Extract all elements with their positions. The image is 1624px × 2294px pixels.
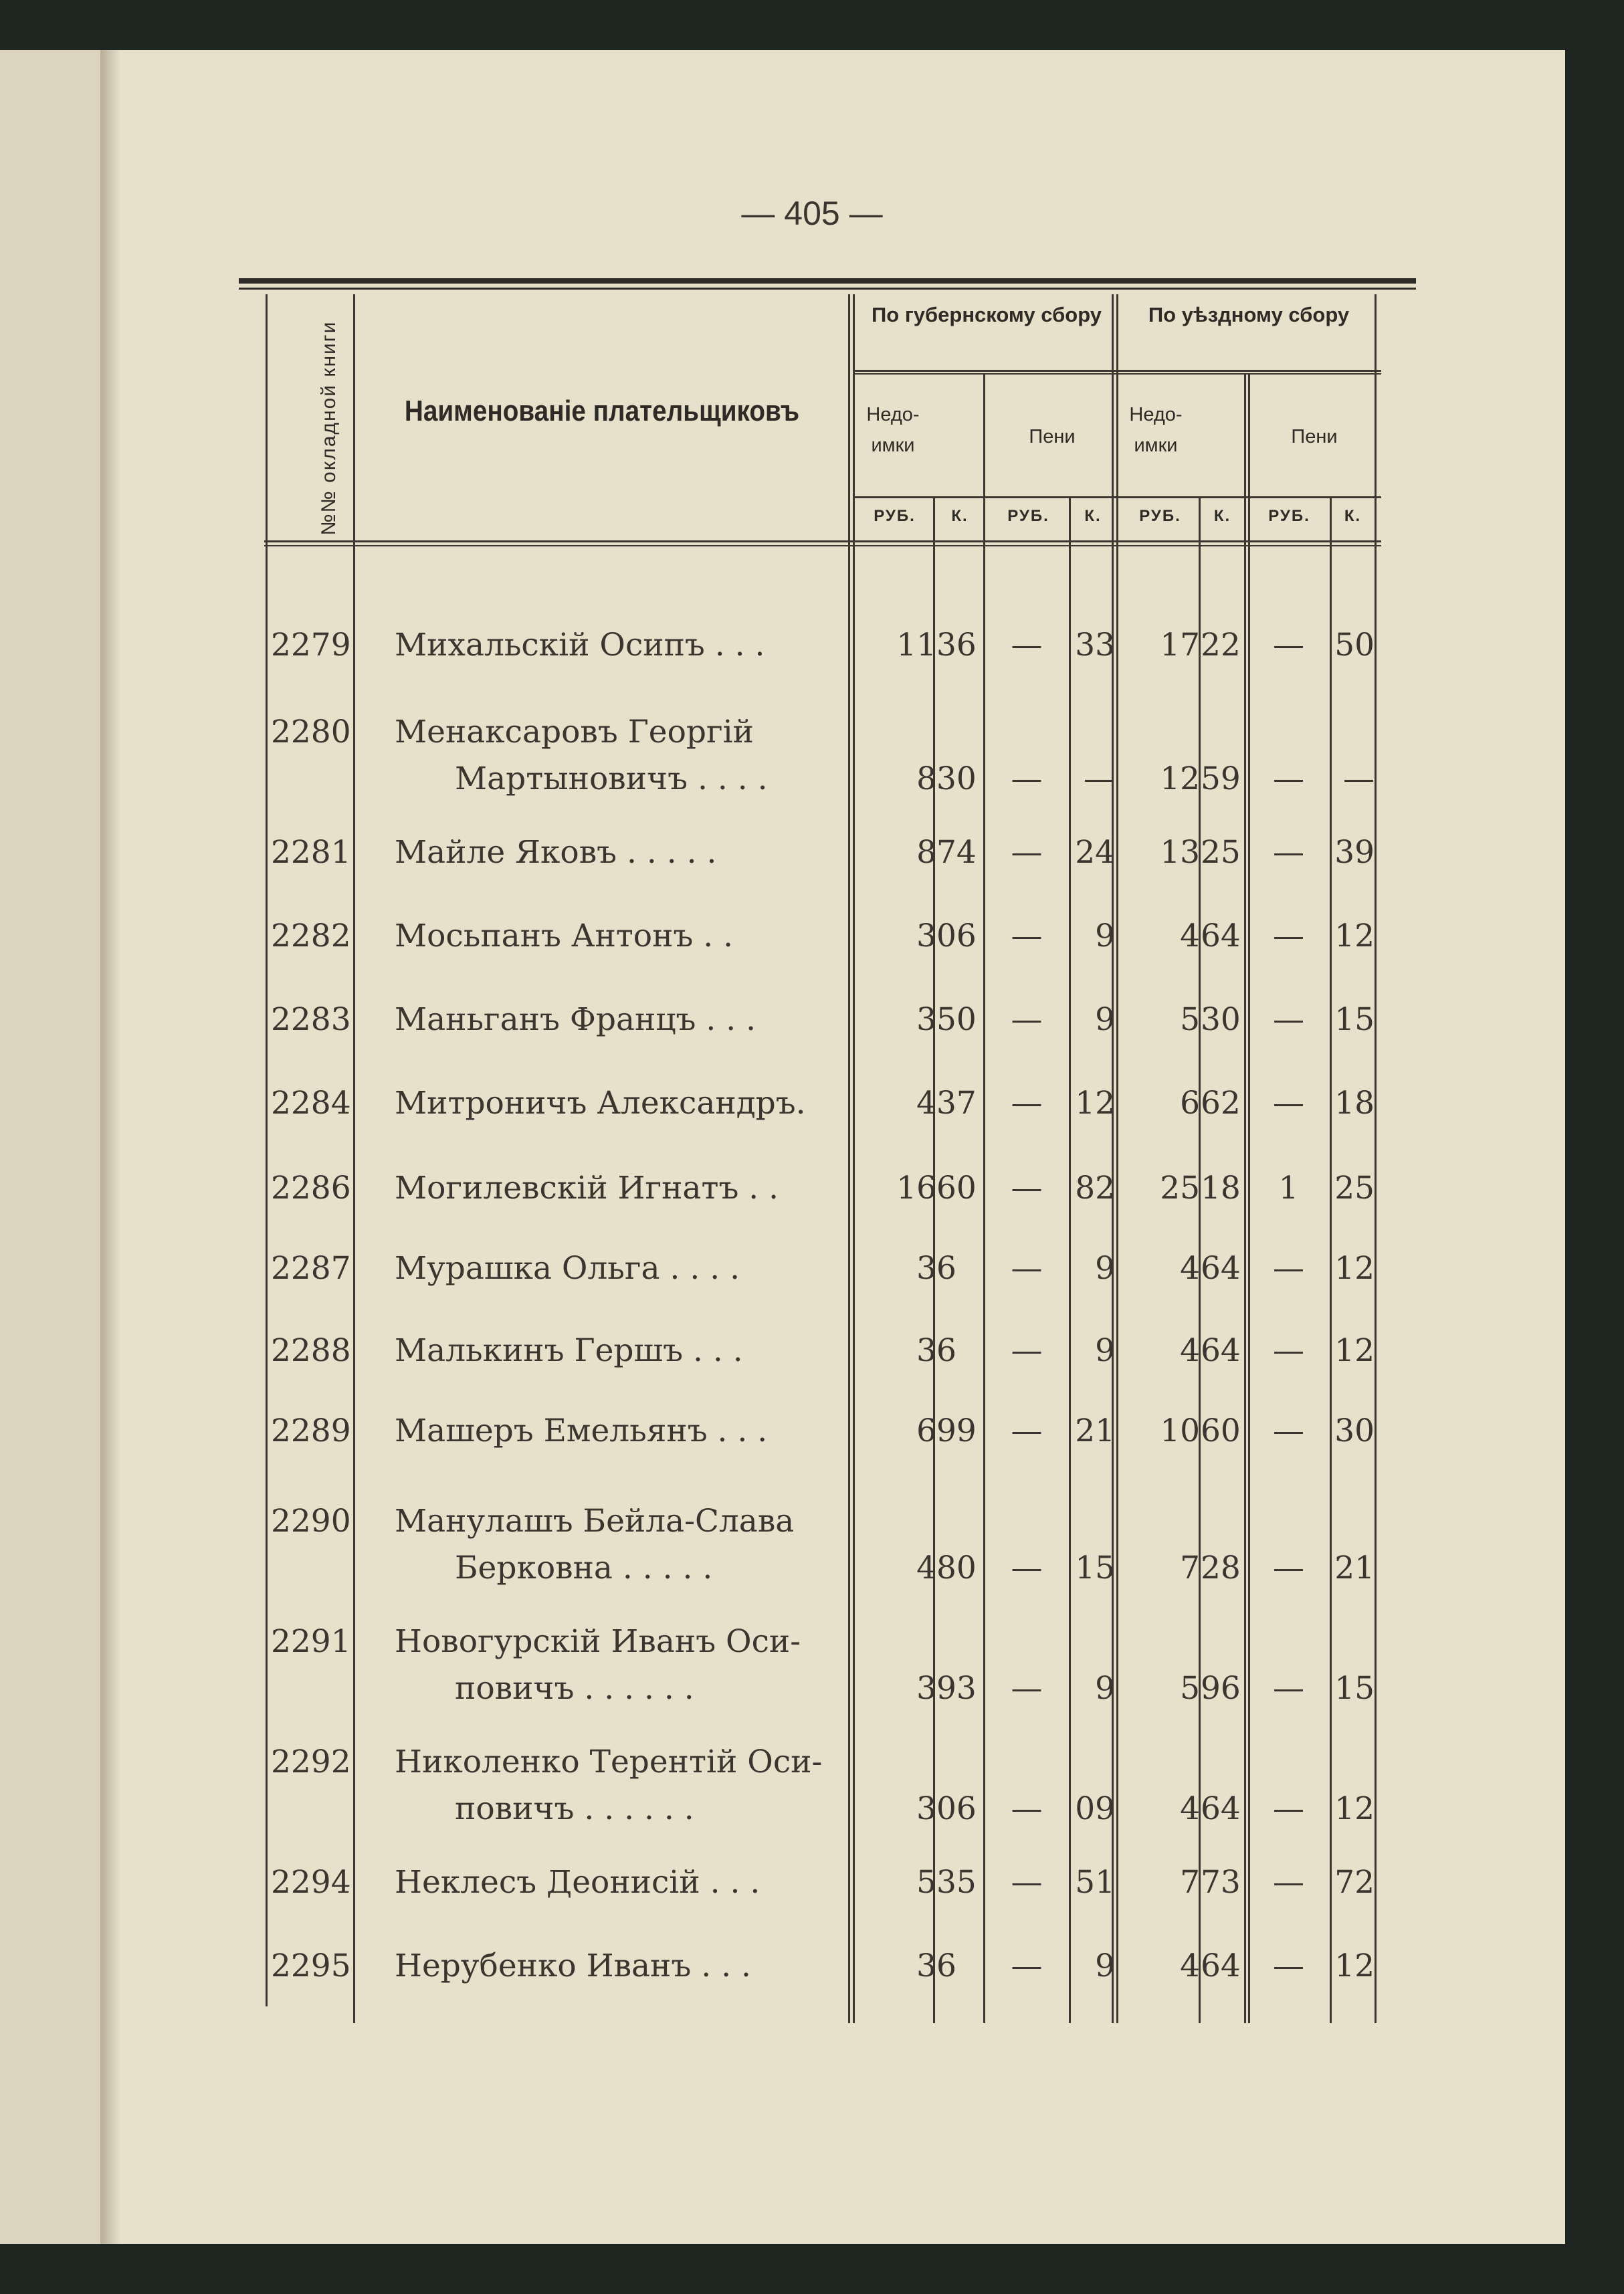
payer-name-continued: Мартыновичъ . . . . — [455, 760, 768, 797]
payer-name: Неклесъ Деонисій . . . — [395, 1864, 760, 1901]
prov-penalty-rub: — — [1011, 1085, 1043, 1122]
dist-penalty-rub: — — [1273, 1790, 1304, 1827]
dist-penalty-kop: 15 — [1334, 1670, 1375, 1707]
prov-penalty-rub: — — [1011, 834, 1043, 871]
prov-penalty-kop: 9 — [1095, 1948, 1115, 1984]
book-number: 2294 — [271, 1864, 351, 1901]
book-number: 2287 — [271, 1250, 351, 1287]
prov-arrears-kop: 35 — [936, 1864, 977, 1901]
payer-name: Николенко Терентій Оси- — [395, 1744, 823, 1780]
dist-penalty-rub: — — [1273, 627, 1304, 663]
table-row — [0, 1619, 1624, 1712]
dist-penalty-rub: — — [1273, 1001, 1304, 1038]
dist-arrears-kop: 22 — [1201, 627, 1241, 663]
dist-arrears-kop: 60 — [1201, 1413, 1241, 1449]
prov-arrears-kop: 50 — [936, 1001, 977, 1038]
payer-name: Маньганъ Францъ . . . — [395, 1001, 756, 1038]
prov-arrears-kop: 30 — [936, 760, 977, 797]
payer-name: Митроничъ Александръ. — [395, 1085, 806, 1122]
dist-penalty-rub: — — [1273, 760, 1304, 797]
book-number: 2289 — [271, 1413, 351, 1449]
dist-arrears-kop: 64 — [1201, 1790, 1241, 1827]
payer-name-continued: повичъ . . . . . . — [455, 1790, 694, 1827]
unit-rub: РУБ. — [1007, 507, 1049, 525]
dist-arrears-kop: 18 — [1201, 1170, 1241, 1207]
dist-penalty-rub: — — [1273, 1948, 1304, 1984]
table-row — [0, 1080, 1624, 1127]
dist-penalty-kop: 12 — [1334, 1948, 1375, 1984]
payer-name: Могилевскій Игнатъ . . — [395, 1170, 779, 1207]
dist-arrears-rub: 6 — [1180, 1085, 1200, 1122]
payer-name: Мосьпанъ Антонъ . . — [395, 918, 734, 954]
dist-arrears-rub: 4 — [1180, 1790, 1200, 1827]
table-row — [0, 1859, 1624, 1906]
prov-penalty-rub: — — [1011, 918, 1043, 954]
prov-penalty-rub: — — [1011, 627, 1043, 663]
prov-arrears-rub: 3 — [916, 1670, 936, 1707]
prov-arrears-kop: 60 — [936, 1170, 977, 1207]
prov-arrears-kop: 36 — [936, 627, 977, 663]
dist-arrears-rub: 17 — [1160, 627, 1200, 663]
dist-penalty-kop: 18 — [1334, 1085, 1375, 1122]
prov-arrears-rub: 3 — [916, 1250, 936, 1287]
prov-penalty-rub: — — [1011, 1413, 1043, 1449]
dist-arrears-kop: 28 — [1201, 1550, 1241, 1586]
prov-arrears-kop: 99 — [936, 1413, 977, 1449]
prov-penalty-kop: 82 — [1075, 1170, 1115, 1207]
payer-name-continued: повичъ . . . . . . — [455, 1670, 694, 1707]
dist-arrears-kop: 64 — [1201, 1332, 1241, 1369]
dist-arrears-kop: 64 — [1201, 1250, 1241, 1287]
header-district-levy: По уѣздному сбору — [1148, 303, 1350, 326]
prov-penalty-kop: 24 — [1075, 834, 1115, 871]
dist-penalty-rub: — — [1273, 1670, 1304, 1707]
dist-penalty-kop: 21 — [1334, 1550, 1375, 1586]
prov-penalty-kop: — — [1084, 760, 1115, 797]
dist-arrears-kop: 96 — [1201, 1670, 1241, 1707]
table-top-rule — [239, 278, 1416, 284]
prov-arrears-rub: 16 — [896, 1170, 936, 1207]
dist-arrears-rub: 4 — [1180, 1250, 1200, 1287]
book-number: 2283 — [271, 1001, 351, 1038]
book-number: 2291 — [271, 1623, 351, 1660]
prov-penalty-kop: 9 — [1095, 1001, 1115, 1038]
book-number: 2279 — [271, 627, 351, 663]
header-payer-name: Наименованіе плательщиковъ — [404, 395, 800, 427]
payer-name: Нерубенко Иванъ . . . — [395, 1948, 751, 1984]
prov-penalty-kop: 51 — [1075, 1864, 1115, 1901]
prov-arrears-kop: 6 — [936, 1948, 956, 1984]
book-number: 2281 — [271, 834, 351, 871]
dist-penalty-rub: — — [1273, 834, 1304, 871]
payer-name: Михальскій Осипъ . . . — [395, 627, 765, 663]
dist-arrears-kop: 62 — [1201, 1085, 1241, 1122]
book-number: 2288 — [271, 1332, 351, 1369]
prov-arrears-kop: 06 — [936, 918, 977, 954]
dist-arrears-kop: 64 — [1201, 1948, 1241, 1984]
dist-penalty-kop: — — [1343, 760, 1375, 797]
prov-penalty-rub: — — [1011, 1170, 1043, 1207]
dist-arrears-kop: 30 — [1201, 1001, 1241, 1038]
book-number: 2282 — [271, 918, 351, 954]
payer-name: Майле Яковъ . . . . . — [395, 834, 717, 871]
dist-penalty-rub: — — [1273, 1332, 1304, 1369]
unit-kop: К. — [1213, 507, 1231, 525]
prov-penalty-kop: 09 — [1075, 1790, 1115, 1827]
prov-arrears-kop: 80 — [936, 1550, 977, 1586]
dist-penalty-kop: 12 — [1334, 1250, 1375, 1287]
table-row — [0, 1943, 1624, 1990]
prov-penalty-rub: — — [1011, 1790, 1043, 1827]
prov-arrears-rub: 3 — [916, 1332, 936, 1369]
header-bottom-rule — [264, 540, 1381, 542]
table-row — [0, 622, 1624, 669]
page-gutter — [100, 50, 120, 2244]
prov-arrears-kop: 93 — [936, 1670, 977, 1707]
table-row — [0, 829, 1624, 876]
prov-penalty-rub: — — [1011, 1332, 1043, 1369]
prov-penalty-rub: — — [1011, 1948, 1043, 1984]
prov-arrears-kop: 37 — [936, 1085, 977, 1122]
prov-arrears-rub: 3 — [916, 1790, 936, 1827]
dist-penalty-kop: 50 — [1334, 627, 1375, 663]
table-row — [0, 1739, 1624, 1833]
prov-arrears-kop: 6 — [936, 1250, 956, 1287]
dist-arrears-rub: 13 — [1160, 834, 1200, 871]
header-dist-penalty: Пени — [1291, 426, 1338, 447]
header-prov-penalty: Пени — [1029, 426, 1076, 447]
header-prov-arrears: Недо-имки — [866, 404, 920, 456]
payer-name-continued: Берковна . . . . . — [455, 1550, 713, 1586]
dist-arrears-rub: 5 — [1180, 1670, 1200, 1707]
page-number: — 405 — — [741, 195, 883, 232]
prov-arrears-rub: 3 — [916, 1948, 936, 1984]
header-provincial-levy: По губернскому сбору — [872, 303, 1102, 326]
table-row — [0, 1328, 1624, 1374]
dist-penalty-kop: 39 — [1334, 834, 1375, 871]
dist-arrears-rub: 12 — [1160, 760, 1200, 797]
book-number: 2280 — [271, 714, 351, 750]
header-dist-arrears: Недо-имки — [1129, 404, 1183, 456]
prov-arrears-rub: 4 — [916, 1085, 936, 1122]
table-row — [0, 997, 1624, 1043]
payer-name: Машеръ Емельянъ . . . — [395, 1413, 768, 1449]
header-book-number: №№ окладной книги — [318, 320, 340, 536]
dist-penalty-rub: — — [1273, 918, 1304, 954]
dist-arrears-rub: 4 — [1180, 918, 1200, 954]
prov-penalty-kop: 21 — [1075, 1413, 1115, 1449]
table-row — [0, 913, 1624, 960]
unit-kop: К. — [951, 507, 969, 525]
table-top-rule-thin — [239, 288, 1416, 290]
prov-penalty-kop: 9 — [1095, 1332, 1115, 1369]
prov-penalty-kop: 9 — [1095, 1250, 1115, 1287]
prov-arrears-kop: 6 — [936, 1332, 956, 1369]
dist-arrears-kop: 25 — [1201, 834, 1241, 871]
table-row — [0, 1165, 1624, 1212]
table-row — [0, 1245, 1624, 1292]
prov-penalty-rub: — — [1011, 1864, 1043, 1901]
prov-arrears-kop: 06 — [936, 1790, 977, 1827]
table-row — [0, 1408, 1624, 1455]
dist-arrears-rub: 25 — [1160, 1170, 1200, 1207]
prov-penalty-kop: 33 — [1075, 627, 1115, 663]
book-number: 2286 — [271, 1170, 351, 1207]
unit-rub: РУБ. — [874, 507, 916, 525]
prov-penalty-rub: — — [1011, 1550, 1043, 1586]
dist-penalty-kop: 25 — [1334, 1170, 1375, 1207]
dist-penalty-kop: 72 — [1334, 1864, 1375, 1901]
dist-arrears-kop: 64 — [1201, 918, 1241, 954]
prov-arrears-rub: 3 — [916, 918, 936, 954]
dist-arrears-kop: 59 — [1201, 760, 1241, 797]
dist-penalty-kop: 12 — [1334, 1332, 1375, 1369]
book-number: 2292 — [271, 1744, 351, 1780]
dist-penalty-rub: 1 — [1278, 1170, 1299, 1207]
header-bottom-rule — [264, 545, 1381, 546]
book-number: 2295 — [271, 1948, 351, 1984]
prov-arrears-rub: 3 — [916, 1001, 936, 1038]
dist-arrears-rub: 4 — [1180, 1332, 1200, 1369]
dist-penalty-rub: — — [1273, 1864, 1304, 1901]
dist-penalty-rub: — — [1273, 1250, 1304, 1287]
book-number: 2290 — [271, 1503, 351, 1540]
book-number: 2284 — [271, 1085, 351, 1122]
prov-penalty-rub: — — [1011, 1250, 1043, 1287]
facing-page-edge — [0, 50, 114, 2244]
unit-rub: РУБ. — [1139, 507, 1181, 525]
dist-arrears-kop: 73 — [1201, 1864, 1241, 1901]
payer-name: Манулашъ Бейла-Слава — [395, 1503, 795, 1540]
prov-penalty-rub: — — [1011, 1670, 1043, 1707]
payer-name: Менаксаровъ Георгій — [395, 714, 754, 750]
prov-penalty-kop: 12 — [1075, 1085, 1115, 1122]
prov-penalty-kop: 9 — [1095, 1670, 1115, 1707]
payer-name: Новогурскій Иванъ Оси- — [395, 1623, 801, 1660]
unit-kop: К. — [1084, 507, 1102, 525]
prov-arrears-rub: 8 — [916, 760, 936, 797]
dist-arrears-rub: 4 — [1180, 1948, 1200, 1984]
dist-arrears-rub: 7 — [1180, 1550, 1200, 1586]
prov-arrears-rub: 6 — [916, 1413, 936, 1449]
prov-arrears-rub: 4 — [916, 1550, 936, 1586]
prov-arrears-kop: 74 — [936, 834, 977, 871]
dist-penalty-kop: 12 — [1334, 1790, 1375, 1827]
prov-penalty-kop: 15 — [1075, 1550, 1115, 1586]
payer-name: Малькинъ Гершъ . . . — [395, 1332, 743, 1369]
dist-penalty-rub: — — [1273, 1550, 1304, 1586]
prov-arrears-rub: 8 — [916, 834, 936, 871]
prov-arrears-rub: 5 — [916, 1864, 936, 1901]
dist-arrears-rub: 10 — [1160, 1413, 1200, 1449]
dist-penalty-rub: — — [1273, 1413, 1304, 1449]
prov-penalty-kop: 9 — [1095, 918, 1115, 954]
dist-penalty-rub: — — [1273, 1085, 1304, 1122]
dist-penalty-kop: 12 — [1334, 918, 1375, 954]
dist-penalty-kop: 30 — [1334, 1413, 1375, 1449]
prov-penalty-rub: — — [1011, 1001, 1043, 1038]
prov-penalty-rub: — — [1011, 760, 1043, 797]
table-row — [0, 709, 1624, 803]
dist-arrears-rub: 5 — [1180, 1001, 1200, 1038]
dist-penalty-kop: 15 — [1334, 1001, 1375, 1038]
unit-kop: К. — [1344, 507, 1362, 525]
payer-name: Мурашка Ольга . . . . — [395, 1250, 740, 1287]
unit-rub: РУБ. — [1268, 507, 1310, 525]
table-row — [0, 1498, 1624, 1592]
prov-arrears-rub: 11 — [896, 627, 936, 663]
dist-arrears-rub: 7 — [1180, 1864, 1200, 1901]
